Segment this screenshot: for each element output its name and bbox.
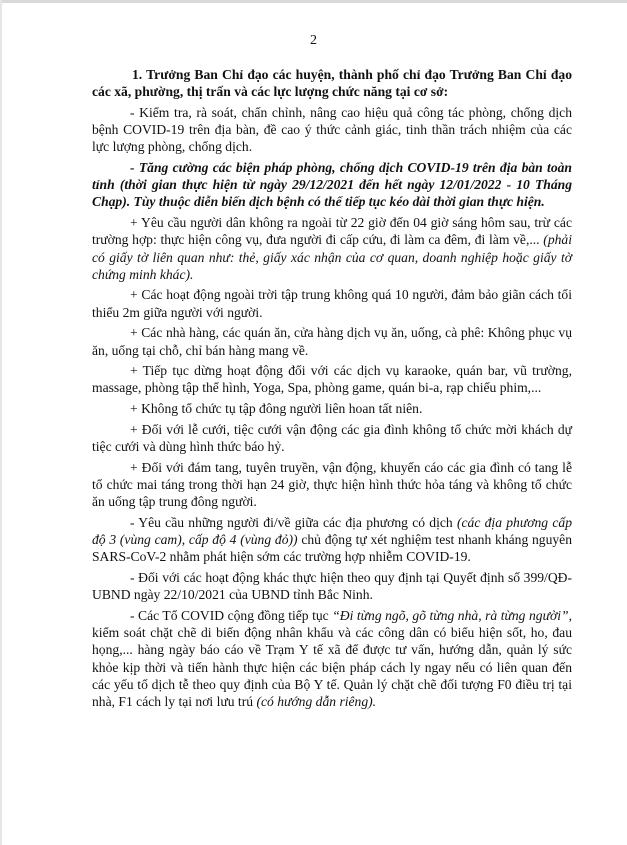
document-body: [92, 66, 572, 714]
italic-quote: “Đi từng ngõ, gõ từng nhà, rà từng người”: [332, 607, 569, 623]
italic-note: (có hướng dẫn riêng).: [256, 693, 377, 709]
paragraph: - Đối với các hoạt động khác thực hiện theo quy định tại Quyết định số 399/QĐ-UBND ngày 22/10/2021 của UBND tỉnh Bắc Ninh.: [92, 569, 572, 603]
page-frame-left: [0, 0, 2, 845]
italic-note: (phải có giấy tờ liên quan như: thẻ, giấy xác nhận của cơ quan, doanh nghiệp hoặc giấy tờ chứng minh khác).: [92, 232, 572, 282]
paragraph-text: chủ động tự xét nghiệm test nhanh kháng nguyên SARS-CoV-2 nhằm phát hiện sớm các trường hợp nhiễm COVID-19.: [92, 532, 573, 565]
paragraph: + Các nhà hàng, các quán ăn, cửa hàng dịch vụ ăn, uống, cà phê: Không phục vụ ăn, uống tại chỗ, chỉ bán hàng mang về.: [92, 325, 572, 358]
paragraph: + Tiếp tục dừng hoạt động đối với các dịch vụ karaoke, quán bar, vũ trường, massage, phòng tập thể hình, Yoga, Spa, phòng game, quán bi-a, rạp chiếu phim,...: [92, 363, 572, 396]
paragraph-text: - Yêu cầu những người đi/về giữa các địa phương có dịch: [130, 514, 457, 530]
emphasis-paragraph: - Tăng cường các biện pháp phòng, chống dịch COVID-19 trên địa bàn toàn tỉnh (thời gian thực hiện từ ngày 29/12/2021 đến hết ngày 12/01/2022 - 10 Tháng Chạp). Tùy thuộc diễn biến dịch bệnh có thể tiếp tục kéo dài thời gian thực hiện.: [92, 160, 572, 210]
paragraph: + Đối với đám tang, tuyên truyền, vận động, khuyến cáo các gia đình có tang lễ tổ chức mai táng trong thời hạn 24 giờ, thực hiện hình thức hỏa táng và không tổ chức ăn uống tập trung đông người.: [92, 459, 572, 510]
page-frame-top: [0, 0, 627, 3]
paragraph: + Đối với lễ cưới, tiệc cưới vận động các gia đình không tổ chức mời khách dự tiệc cưới và dùng hình thức báo hỷ.: [92, 421, 572, 455]
paragraph: + Các hoạt động ngoài trời tập trung không quá 10 người, đảm bảo giãn cách tối thiểu 2m giữa người với người.: [92, 287, 572, 320]
paragraph: [92, 607, 572, 710]
paragraph: + Không tổ chức tụ tập đông người liên hoan tất niên.: [130, 401, 423, 417]
paragraph: [92, 514, 572, 566]
section-heading: 1. Trưởng Ban Chỉ đạo các huyện, thành phố chỉ đạo Trưởng Ban Chỉ đạo các xã, phường, thị trấn và các lực lượng chức năng tại cơ sở:: [92, 67, 572, 100]
italic-note: (các địa phương cấp độ 3 (vùng cam), cấp độ 4 (vùng đỏ)): [92, 514, 572, 548]
page-number: 2: [310, 33, 317, 48]
paragraph-text: , kiểm soát chặt chẽ di biến động nhân khẩu và các công dân có biểu hiện sốt, ho, đau họng,... hàng ngày báo cáo về Trạm Y tế xã để được tư vấn, hướng dẫn, quản lý sức khỏe kịp thời và tiến hành thực hiện các biện pháp cách ly ngay nếu có liên quan đến các yếu tố dịch tễ theo quy định của Bộ Y tế. Quản lý chặt chẽ đối tượng F0 điều trị tại nhà, F1 cách ly tại nơi lưu trú: [92, 607, 572, 709]
paragraph: [92, 214, 572, 283]
paragraph-text: + Yêu cầu người dân không ra ngoài từ 22 giờ đến 04 giờ sáng hôm sau, trừ các trường hợp: thực hiện công vụ, đưa người đi cấp cứu, đi làm ca đêm, đi làm về,...: [92, 215, 572, 248]
paragraph: - Kiểm tra, rà soát, chấn chỉnh, nâng cao hiệu quả công tác phòng, chống dịch bệnh COVID-19 trên địa bàn, đề cao ý thức cảnh giác, tinh thần trách nhiệm của các lực lượng phòng, chống dịch.: [92, 104, 572, 155]
paragraph-text: - Các Tổ COVID cộng đồng tiếp tục: [130, 607, 333, 623]
